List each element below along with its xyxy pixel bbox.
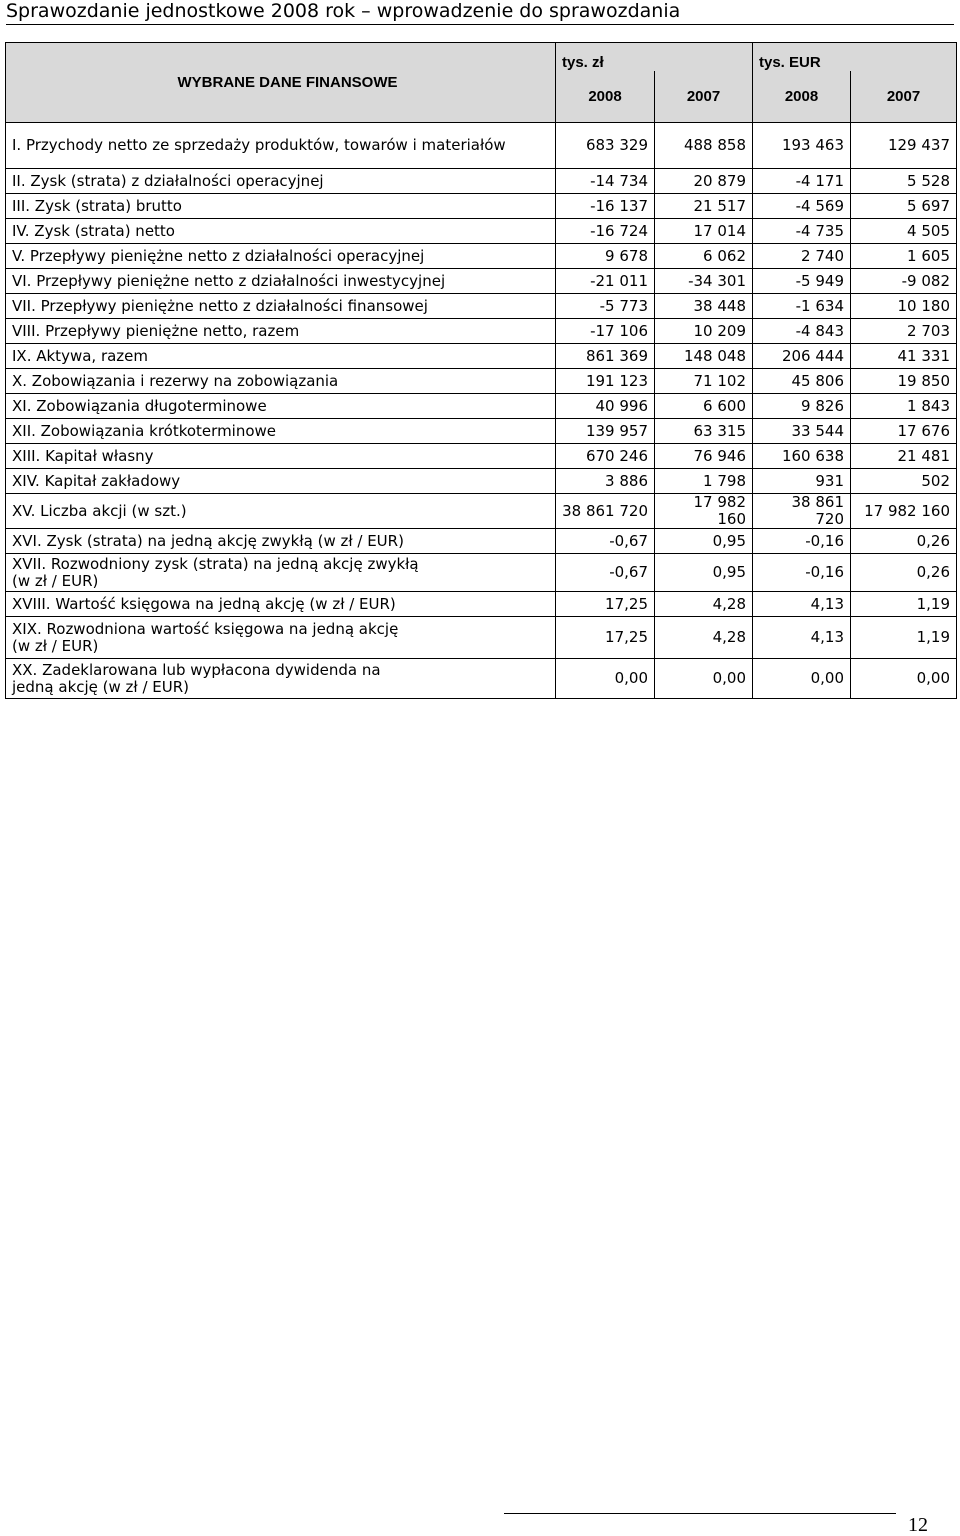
value-cell: 6 600 <box>655 394 753 419</box>
value-cell: -17 106 <box>556 319 655 344</box>
value-cell: 488 858 <box>655 123 753 169</box>
document-header: Sprawozdanie jednostkowe 2008 rok – wprowadzenie do sprawozdania <box>6 0 954 25</box>
value-cell: 10 209 <box>655 319 753 344</box>
unit-pln-label: tys. zł <box>556 43 655 71</box>
year-header: 2007 <box>655 71 753 123</box>
row-label-line: III. Zysk (strata) brutto <box>12 196 182 215</box>
table-row <box>6 219 957 244</box>
table-row <box>6 494 957 529</box>
value-cell: 17 676 <box>851 419 957 444</box>
value-cell: -1 634 <box>753 294 851 319</box>
row-label <box>6 369 556 394</box>
row-label-line: I. Przychody netto ze sprzedaży produktów, towarów i materiałów <box>12 136 506 154</box>
value-cell: -5 773 <box>556 294 655 319</box>
row-label-line: XIX. Rozwodniona wartość księgowa na jedną akcję <box>12 619 399 638</box>
row-label <box>6 244 556 269</box>
row-label <box>6 394 556 419</box>
table-row <box>6 244 957 269</box>
value-cell: 20 879 <box>655 169 753 194</box>
financial-data-table <box>5 42 957 699</box>
value-cell: -14 734 <box>556 169 655 194</box>
value-cell: 0,00 <box>655 659 753 699</box>
row-label <box>6 269 556 294</box>
value-cell: -4 843 <box>753 319 851 344</box>
value-cell: 76 946 <box>655 444 753 469</box>
value-cell: 21 481 <box>851 444 957 469</box>
row-label <box>6 469 556 494</box>
value-cell: -21 011 <box>556 269 655 294</box>
table-row <box>6 269 957 294</box>
value-cell: -0,67 <box>556 554 655 592</box>
table-row <box>6 592 957 617</box>
value-cell: -9 082 <box>851 269 957 294</box>
table-title: WYBRANE DANE FINANSOWE <box>6 43 556 123</box>
row-label <box>6 219 556 244</box>
row-label <box>6 444 556 469</box>
table-row <box>6 123 957 169</box>
value-cell: 9 826 <box>753 394 851 419</box>
row-label-line: (w zł / EUR) <box>12 636 99 655</box>
value-cell: 3 886 <box>556 469 655 494</box>
table-row <box>6 659 957 699</box>
value-cell: 206 444 <box>753 344 851 369</box>
year-header: 2008 <box>556 71 655 123</box>
value-cell: 1 605 <box>851 244 957 269</box>
table-row <box>6 469 957 494</box>
value-cell: 5 528 <box>851 169 957 194</box>
value-cell: 40 996 <box>556 394 655 419</box>
value-cell: 10 180 <box>851 294 957 319</box>
value-cell: 21 517 <box>655 194 753 219</box>
year-header: 2008 <box>753 71 851 123</box>
value-cell: 0,26 <box>851 529 957 554</box>
value-cell: 17,25 <box>556 592 655 617</box>
value-cell: 502 <box>851 469 957 494</box>
value-cell: 71 102 <box>655 369 753 394</box>
table-row <box>6 294 957 319</box>
value-cell: 4,28 <box>655 617 753 659</box>
value-cell: 861 369 <box>556 344 655 369</box>
value-cell: 17 982 160 <box>655 494 753 529</box>
value-cell: 160 638 <box>753 444 851 469</box>
value-cell: 0,00 <box>851 659 957 699</box>
value-cell: 139 957 <box>556 419 655 444</box>
table-row <box>6 194 957 219</box>
row-label-line: XVIII. Wartość księgowa na jedną akcję (w zł / EUR) <box>12 594 396 613</box>
row-label <box>6 319 556 344</box>
row-label-line: IX. Aktywa, razem <box>12 346 149 365</box>
unit-pln-spacer <box>655 43 753 71</box>
row-label-line: II. Zysk (strata) z działalności operacyjnej <box>12 171 324 190</box>
value-cell: 4,28 <box>655 592 753 617</box>
value-cell: 683 329 <box>556 123 655 169</box>
row-label-line: VIII. Przepływy pieniężne netto, razem <box>12 321 300 340</box>
value-cell: 38 861 720 <box>753 494 851 529</box>
value-cell: -16 724 <box>556 219 655 244</box>
value-cell: 17 982 160 <box>851 494 957 529</box>
table-row <box>6 394 957 419</box>
row-label-line: XX. Zadeklarowana lub wypłacona dywidenda na <box>12 660 381 679</box>
table-header-units-row <box>6 43 957 71</box>
row-label-line: IV. Zysk (strata) netto <box>12 221 175 240</box>
value-cell: 17 014 <box>655 219 753 244</box>
row-label-line: XI. Zobowiązania długoterminowe <box>12 396 267 415</box>
value-cell: 9 678 <box>556 244 655 269</box>
value-cell: -4 569 <box>753 194 851 219</box>
unit-eur-label: tys. EUR <box>753 43 851 71</box>
value-cell: 931 <box>753 469 851 494</box>
value-cell: 0,00 <box>556 659 655 699</box>
unit-eur-spacer <box>851 43 957 71</box>
table-row <box>6 444 957 469</box>
value-cell: 191 123 <box>556 369 655 394</box>
value-cell: 4,13 <box>753 592 851 617</box>
value-cell: 63 315 <box>655 419 753 444</box>
value-cell: 1,19 <box>851 617 957 659</box>
value-cell: 1 798 <box>655 469 753 494</box>
table-row <box>6 169 957 194</box>
row-label <box>6 344 556 369</box>
value-cell: -0,16 <box>753 554 851 592</box>
row-label-line: (w zł / EUR) <box>12 571 99 590</box>
value-cell: 0,95 <box>655 554 753 592</box>
row-label <box>6 169 556 194</box>
value-cell: 193 463 <box>753 123 851 169</box>
row-label-line: XIII. Kapitał własny <box>12 446 154 465</box>
row-label-line: X. Zobowiązania i rezerwy na zobowiązania <box>12 371 339 390</box>
row-label-line: XII. Zobowiązania krótkoterminowe <box>12 421 277 440</box>
value-cell: 17,25 <box>556 617 655 659</box>
value-cell: 129 437 <box>851 123 957 169</box>
value-cell: 33 544 <box>753 419 851 444</box>
value-cell: 1 843 <box>851 394 957 419</box>
row-label-line: XIV. Kapitał zakładowy <box>12 471 181 490</box>
value-cell: -0,16 <box>753 529 851 554</box>
value-cell: 4,13 <box>753 617 851 659</box>
table-row <box>6 369 957 394</box>
row-label <box>6 617 556 659</box>
row-label <box>6 123 556 169</box>
table-row <box>6 554 957 592</box>
value-cell: -16 137 <box>556 194 655 219</box>
value-cell: -4 171 <box>753 169 851 194</box>
row-label <box>6 419 556 444</box>
table-row <box>6 617 957 659</box>
value-cell: 670 246 <box>556 444 655 469</box>
row-label-line: XVII. Rozwodniony zysk (strata) na jedną akcję zwykłą <box>12 554 419 573</box>
value-cell: -34 301 <box>655 269 753 294</box>
table-row <box>6 319 957 344</box>
row-label <box>6 529 556 554</box>
row-label <box>6 294 556 319</box>
value-cell: 2 703 <box>851 319 957 344</box>
value-cell: 45 806 <box>753 369 851 394</box>
value-cell: 148 048 <box>655 344 753 369</box>
row-label <box>6 494 556 529</box>
value-cell: 38 861 720 <box>556 494 655 529</box>
table-row <box>6 419 957 444</box>
value-cell: 5 697 <box>851 194 957 219</box>
row-label-line: V. Przepływy pieniężne netto z działalności operacyjnej <box>12 246 425 265</box>
row-label-line: jedną akcję (w zł / EUR) <box>12 677 190 696</box>
year-header: 2007 <box>851 71 957 123</box>
value-cell: 0,95 <box>655 529 753 554</box>
value-cell: 1,19 <box>851 592 957 617</box>
value-cell: -5 949 <box>753 269 851 294</box>
value-cell: 6 062 <box>655 244 753 269</box>
value-cell: 38 448 <box>655 294 753 319</box>
value-cell: 4 505 <box>851 219 957 244</box>
row-label-line: XVI. Zysk (strata) na jedną akcję zwykłą (w zł / EUR) <box>12 531 404 550</box>
row-label <box>6 194 556 219</box>
value-cell: -4 735 <box>753 219 851 244</box>
footer-rule <box>504 1513 896 1514</box>
row-label <box>6 554 556 592</box>
page-number: 12 <box>908 1514 928 1536</box>
value-cell: 2 740 <box>753 244 851 269</box>
row-label <box>6 659 556 699</box>
row-label-line: VII. Przepływy pieniężne netto z działalności finansowej <box>12 296 428 315</box>
table-row <box>6 529 957 554</box>
table-row <box>6 344 957 369</box>
row-label-line: XV. Liczba akcji (w szt.) <box>12 501 187 520</box>
value-cell: 0,00 <box>753 659 851 699</box>
value-cell: 41 331 <box>851 344 957 369</box>
value-cell: -0,67 <box>556 529 655 554</box>
value-cell: 0,26 <box>851 554 957 592</box>
row-label <box>6 592 556 617</box>
row-label-line: VI. Przepływy pieniężne netto z działalności inwestycyjnej <box>12 271 446 290</box>
value-cell: 19 850 <box>851 369 957 394</box>
